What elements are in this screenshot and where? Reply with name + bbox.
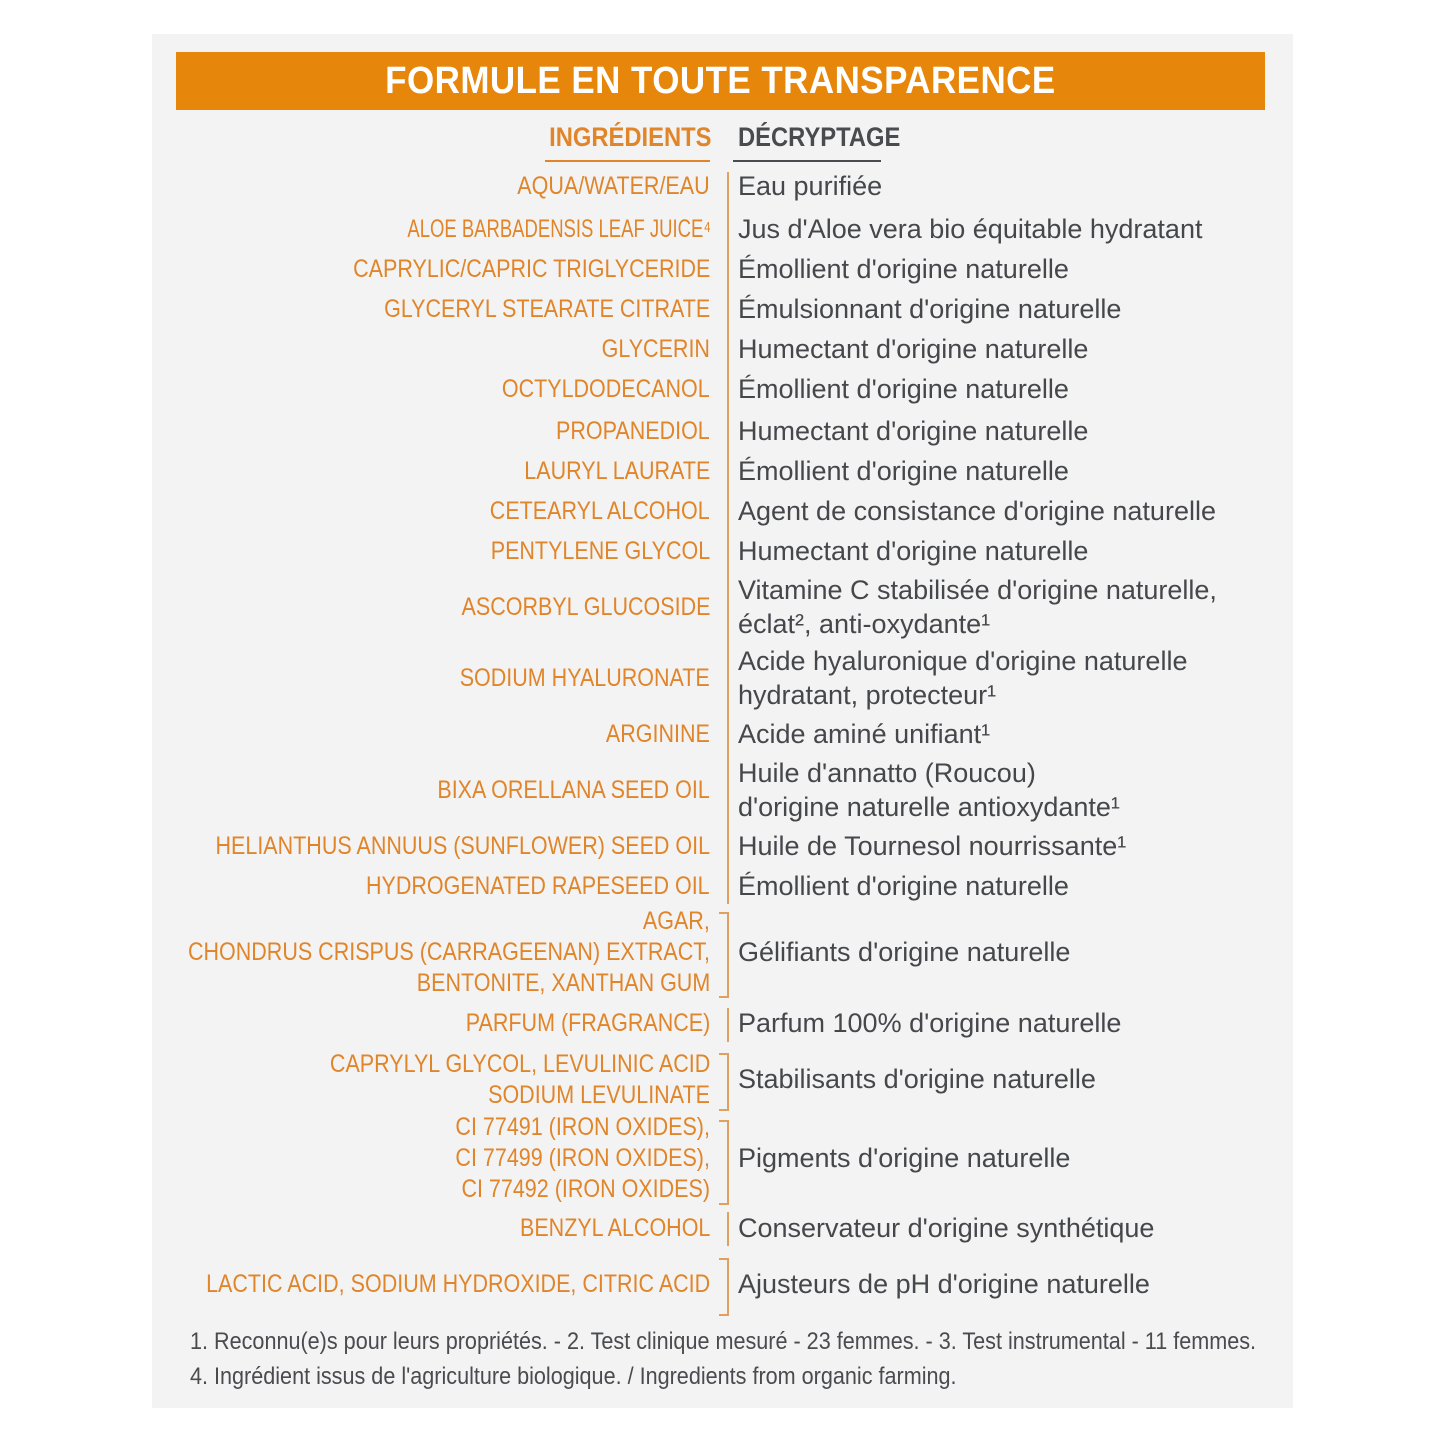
ingredient-description: Pigments d'origine naturelle xyxy=(738,1143,1071,1173)
ingredient-description: Humectant d'origine naturelle xyxy=(738,334,1089,364)
column-divider xyxy=(727,1008,729,1042)
ingredient-description-line: d'origine naturelle antioxydante¹ xyxy=(738,792,1120,822)
ingredient-description: Acide aminé unifiant¹ xyxy=(738,719,991,749)
ingredient-description: Agent de consistance d'origine naturelle xyxy=(738,496,1216,526)
ingredient-description-line: Huile d'annatto (Roucou) xyxy=(738,758,1036,788)
page-title-banner xyxy=(176,52,1265,110)
ingredient-description: Jus d'Aloe vera bio équitable hydratant xyxy=(738,214,1203,244)
ingredient-name-line: CHONDRUS CRISPUS (CARRAGEENAN) EXTRACT, xyxy=(187,938,710,966)
ingredient-name: HELIANTHUS ANNUUS (SUNFLOWER) SEED OIL xyxy=(215,832,710,860)
ingredient-name: SODIUM HYALURONATE xyxy=(459,664,710,692)
ingredient-name: BENZYL ALCOHOL xyxy=(519,1214,710,1242)
ingredient-name-line: AGAR, xyxy=(643,907,710,935)
ingredient-name: LACTIC ACID, SODIUM HYDROXIDE, CITRIC ACID xyxy=(205,1270,710,1298)
column-divider xyxy=(727,1212,729,1246)
ingredient-name-line: BENTONITE, XANTHAN GUM xyxy=(416,969,710,997)
ingredient-name: PARFUM (FRAGRANCE) xyxy=(465,1009,710,1037)
footnote: 1. Reconnu(e)s pour leurs propriétés. - 2. Test clinique mesuré - 23 femmes. - 3. Test instrumental - 11 femmes. xyxy=(190,1328,1257,1355)
ingredient-description: Conservateur d'origine synthétique xyxy=(738,1213,1155,1243)
group-bracket xyxy=(719,912,729,998)
ingredient-description: Ajusteurs de pH d'origine naturelle xyxy=(738,1269,1150,1299)
ingredient-name-line: SODIUM LEVULINATE xyxy=(488,1081,710,1109)
group-bracket xyxy=(719,1258,729,1316)
ingredient-description: Eau purifiée xyxy=(738,171,883,201)
ingredient-name: PENTYLENE GLYCOL xyxy=(490,537,710,565)
ingredient-name: AQUA/WATER/EAU xyxy=(517,172,710,200)
ingredient-name-line: CI 77499 (IRON OXIDES), xyxy=(455,1144,710,1172)
ingredient-name-line: CAPRYLYL GLYCOL, LEVULINIC ACID xyxy=(329,1050,710,1078)
ingredients-header-underline xyxy=(545,160,710,162)
ingredient-description: Stabilisants d'origine naturelle xyxy=(738,1064,1096,1094)
ingredient-name: GLYCERYL STEARATE CITRATE xyxy=(383,295,710,323)
ingredient-name: LAURYL LAURATE xyxy=(523,457,710,485)
ingredient-name: GLYCERIN xyxy=(601,335,710,363)
ingredient-description: Émollient d'origine naturelle xyxy=(738,871,1069,901)
ingredient-description: Émollient d'origine naturelle xyxy=(738,254,1069,284)
column-header-decryptage: DÉCRYPTAGE xyxy=(738,122,901,152)
ingredient-description: Émulsionnant d'origine naturelle xyxy=(738,294,1122,324)
group-bracket xyxy=(719,1053,729,1111)
ingredient-name-line: CI 77492 (IRON OXIDES) xyxy=(461,1175,710,1203)
ingredient-name: ASCORBYL GLUCOSIDE xyxy=(461,593,710,621)
ingredient-name: HYDROGENATED RAPESEED OIL xyxy=(366,872,710,900)
footnote: 4. Ingrédient issus de l'agriculture biologique. / Ingredients from organic farming. xyxy=(190,1363,957,1390)
ingredient-description: Humectant d'origine naturelle xyxy=(738,536,1089,566)
ingredient-name: ALOE BARBADENSIS LEAF JUICE4 xyxy=(359,214,710,245)
ingredient-name-line: CI 77491 (IRON OXIDES), xyxy=(455,1113,710,1141)
ingredient-name: ARGININE xyxy=(606,720,710,748)
page-title: FORMULE EN TOUTE TRANSPARENCE xyxy=(385,59,1056,102)
ingredient-name: BIXA ORELLANA SEED OIL xyxy=(437,776,710,804)
footnote-ref: 4 xyxy=(703,219,710,236)
ingredient-description-line: éclat², anti-oxydante¹ xyxy=(738,609,991,639)
group-bracket xyxy=(719,1120,729,1205)
ingredient-description: Émollient d'origine naturelle xyxy=(738,374,1069,404)
column-header-ingredients: INGRÉDIENTS xyxy=(549,122,712,152)
ingredient-description-line: Vitamine C stabilisée d'origine naturelle, xyxy=(738,575,1217,605)
ingredient-description: Huile de Tournesol nourrissante¹ xyxy=(738,831,1127,861)
ingredient-name: PROPANEDIOL xyxy=(556,417,710,445)
column-divider xyxy=(727,172,729,904)
decryptage-header-underline xyxy=(733,160,881,162)
ingredient-description-line: Acide hyaluronique d'origine naturelle xyxy=(738,646,1188,676)
ingredient-name: OCTYLDODECANOL xyxy=(502,375,710,403)
ingredient-description-line: hydratant, protecteur¹ xyxy=(738,680,997,710)
ingredient-description: Émollient d'origine naturelle xyxy=(738,456,1069,486)
ingredient-description: Gélifiants d'origine naturelle xyxy=(738,937,1071,967)
ingredient-description: Parfum 100% d'origine naturelle xyxy=(738,1008,1122,1038)
ingredient-description: Humectant d'origine naturelle xyxy=(738,416,1089,446)
ingredient-name: CAPRYLIC/CAPRIC TRIGLYCERIDE xyxy=(352,255,710,283)
ingredient-name: CETEARYL ALCOHOL xyxy=(490,497,710,525)
